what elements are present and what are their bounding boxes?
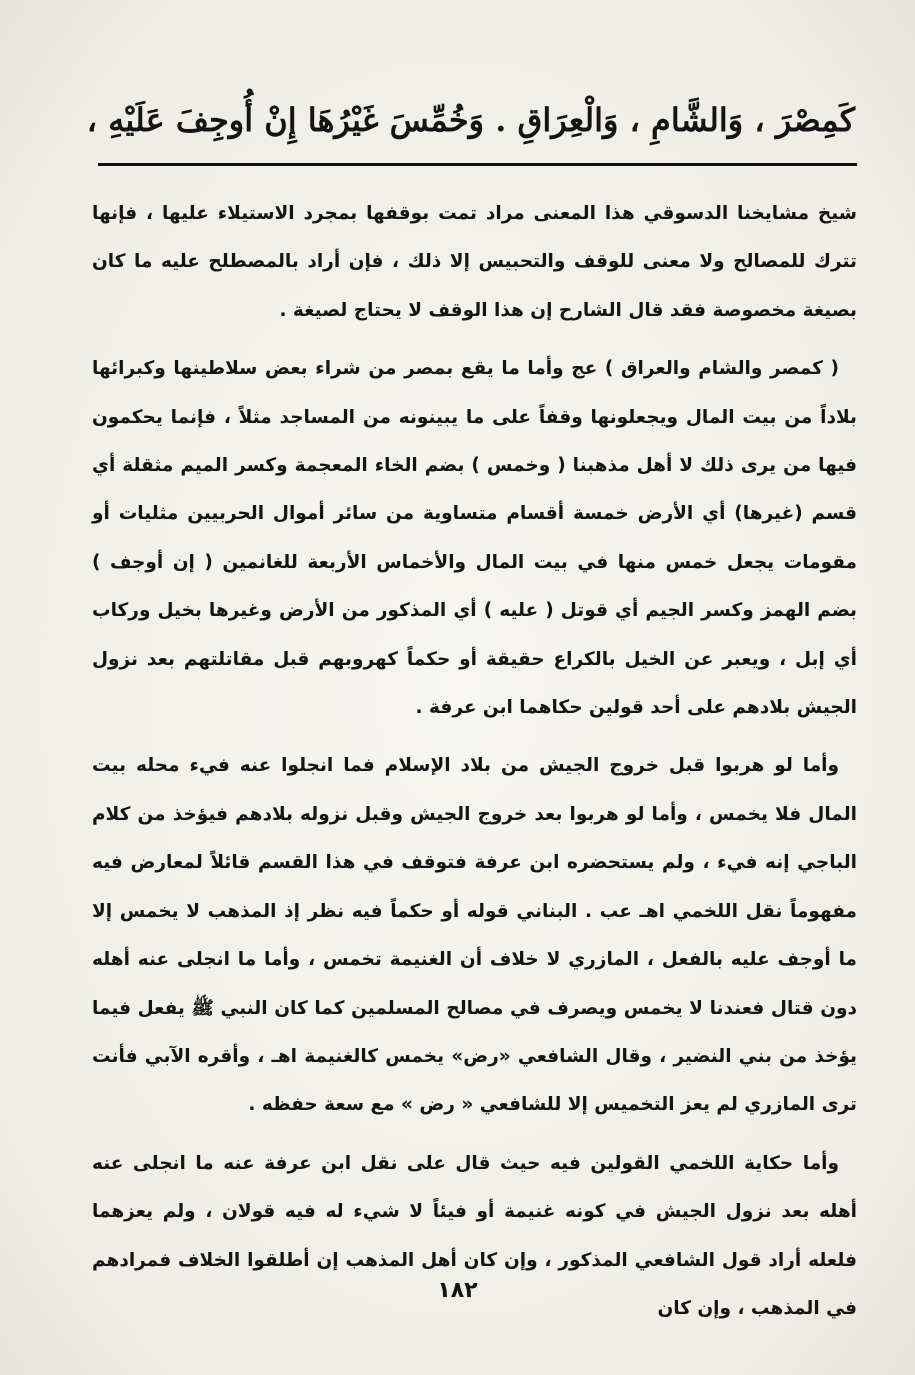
paragraph-3: وأما لو هربوا قبل خروج الجيش من بلاد الإسلام فما انجلوا عنه فيء محله بيت المال فلا يخمس ، وأما لو هربوا بعد خروج الجيش وقبل نزوله بلادهم فيؤخذ من كلام الباجي إنه فيء ، ولم يستحضره ابن عرفة فتوقف في هذا القسم قائلاً لمعارض فيه مفهوماً نقل اللخمي اهـ عب . البناني قوله أو حكماً فيه نظر إذ المذهب لا يخمس إلا ما أوجف عليه بالفعل ، المازري لا خلاف أن الغنيمة تخمس ، وأما ما انجلى عنه أهله دون قتال فعندنا لا يخمس ويصرف في مصالح المسلمين كما كان النبي ﷺ يفعل فيما يؤخذ من بني النضير ، وقال الشافعي «رض» يخمس كالغنيمة اهـ ، وأقره الآبي فأنت ترى المازري لم يعز التخميس إلا للشافعي « رض » مع سعة حفظه . bbox=[92, 755, 857, 1116]
page-number: ١٨٢ bbox=[437, 1278, 478, 1303]
header-rule bbox=[98, 163, 857, 166]
commentary-text bbox=[92, 190, 857, 1319]
paragraph-4: وأما حكاية اللخمي القولين فيه حيث قال على نقل ابن عرفة عنه ما انجلى عنه أهله بعد نزول الجيش في كونه غنيمة أو فيئاً لا شيء له فيه قولان ، ولم يعزهما فلعله أراد قول الشافعي المذكور ، وإن كان أهل المذهب إن أطلقوا الخلاف فمرادهم في المذهب ، وإن كان bbox=[92, 1152, 857, 1319]
paragraph-2: ( كمصر والشام والعراق ) عج وأما ما يقع بمصر من شراء بعض سلاطينها وكبرائها بلاداً من بيت المال ويجعلونها وقفاً على ما يبينونه من المساجد مثلاً ، فإنما يحكمون فيها من يرى ذلك لا أهل مذهبنا ( وخمس ) بضم الخاء المعجمة وكسر الميم مثقلة أي قسم (غيرها) أي الأرض خمسة أقسام متساوية من سائر أموال الحربيين مثليات أو مقومات يجعل خمس منها في بيت المال والأخماس الأربعة للغانمين ( إن أوجف ) بضم الهمز وكسر الجيم أي قوتل ( عليه ) أي المذكور من الأرض وغيرها بخيل وركاب أي إبل ، ويعبر عن الخيل بالكراع حقيقة أو حكماً كهروبهم قبل مقاتلتهم بعد نزول الجيش بلادهم على أحد قولين حكاهما ابن عرفة . bbox=[92, 358, 857, 719]
paragraph-1: شيخ مشايخنا الدسوقي هذا المعنى مراد تمت بوقفها بمجرد الاستيلاء عليها ، فإنها تترك للمصالح ولا معنى للوقف والتحبيس إلا ذلك ، فإن أراد بالمصطلح عليه ما كان بصيغة مخصوصة فقد قال الشارح إن هذا الوقف لا يحتاج لصيغة . bbox=[92, 203, 857, 321]
page-header-verse: كَمِصْرَ ، وَالشَّامِ ، وَالْعِرَاقِ . وَخُمِّسَ غَيْرُهَا إِنْ أُوجِفَ عَلَيْهِ ، bbox=[86, 101, 855, 139]
